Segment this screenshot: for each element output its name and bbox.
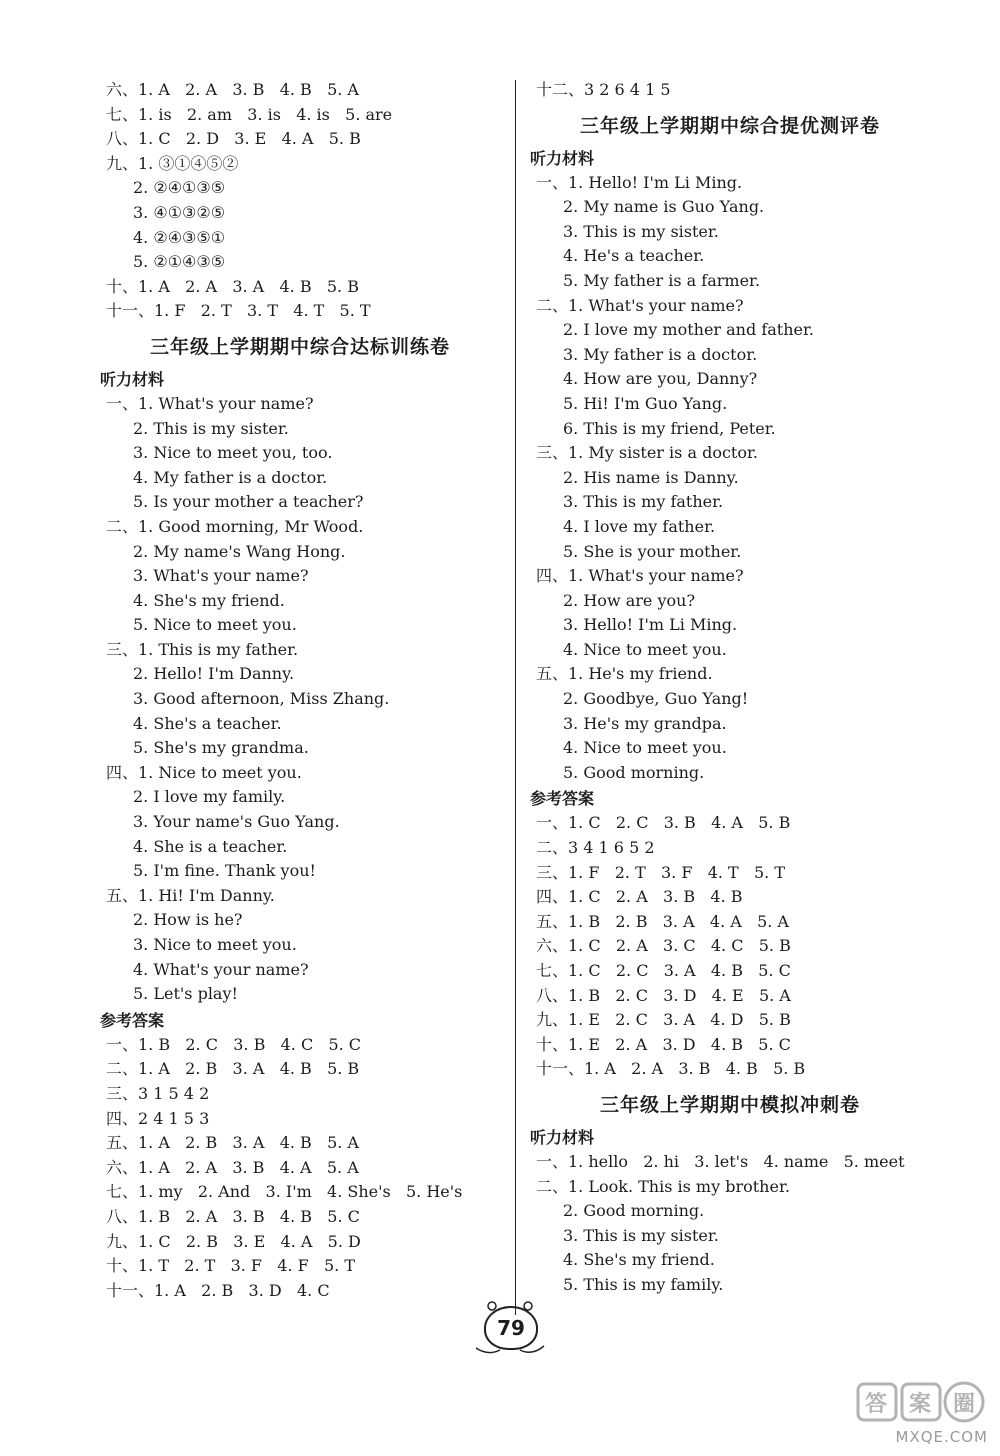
- answer-line: 5. Nice to meet you.: [133, 615, 297, 635]
- subsection-label: 参考答案: [100, 1010, 165, 1030]
- answer-line: 3. Nice to meet you, too.: [133, 443, 333, 463]
- answer-line: 4. She's a teacher.: [133, 713, 282, 733]
- svg-text:案: 案: [909, 1392, 932, 1417]
- answer-line: 2. I love my mother and father.: [563, 320, 814, 340]
- answer-line: 5. I'm fine. Thank you!: [133, 861, 316, 881]
- answer-line: 4. ②④③⑤①: [133, 227, 226, 247]
- answer-line: 一、1. B 2. C 3. B 4. C 5. C: [106, 1034, 362, 1054]
- answer-line: 2. How are you?: [563, 590, 696, 610]
- watermark-url: MXQE.COM: [895, 1428, 988, 1446]
- answer-line: 5. My father is a farmer.: [563, 270, 761, 290]
- answer-line: 三、1. My sister is a doctor.: [536, 443, 758, 463]
- page-number-badge: [470, 1300, 550, 1360]
- answer-line: 3. Nice to meet you.: [133, 935, 297, 954]
- answer-line: 4. What's your name?: [133, 959, 309, 979]
- answer-line: 4. He's a teacher.: [563, 246, 705, 266]
- answer-line: 3. My father is a doctor.: [563, 344, 758, 364]
- answer-line: 三、3 1 5 4 2: [106, 1083, 210, 1103]
- answer-line: 十、1. A 2. A 3. A 4. B 5. B: [106, 276, 359, 296]
- answer-line: 4. My father is a doctor.: [133, 467, 328, 487]
- answer-line: 五、1. A 2. B 3. A 4. B 5. A: [106, 1133, 359, 1153]
- answer-line: 一、1. Hello! I'm Li Ming.: [536, 172, 743, 192]
- subsection-label: 参考答案: [530, 789, 595, 809]
- answer-line: 六、1. A 2. A 3. B 4. B 5. A: [106, 80, 359, 99]
- answer-line: 十一、1. A 2. B 3. D 4. C: [106, 1280, 330, 1300]
- right-column: [530, 78, 930, 1298]
- answer-line: 5. Let's play!: [133, 984, 238, 1004]
- subsection-label: 听力材料: [530, 148, 595, 168]
- answer-line: 二、1. A 2. B 3. A 4. B 5. B: [106, 1059, 360, 1079]
- page-number: 79: [484, 1306, 538, 1350]
- column-divider: [515, 80, 516, 1315]
- answer-line: 5. She's my grandma.: [133, 738, 309, 758]
- answer-line: 2. His name is Danny.: [563, 467, 739, 487]
- answer-line: 三、1. F 2. T 3. F 4. T 5. T: [536, 862, 786, 882]
- answer-line: 3. Your name's Guo Yang.: [133, 812, 340, 832]
- answer-line: 二、1. Look. This is my brother.: [536, 1176, 790, 1196]
- answer-line: 十、1. T 2. T 3. F 4. F 5. T: [106, 1256, 356, 1276]
- answer-line: 五、1. B 2. B 3. A 4. A 5. A: [536, 911, 789, 931]
- answer-line: 2. My name's Wang Hong.: [133, 541, 346, 561]
- answer-line: 3. Hello! I'm Li Ming.: [563, 615, 738, 635]
- answer-line: 5. ②①④③⑤: [133, 252, 226, 272]
- answer-line: 十二、3 2 6 4 1 5: [536, 80, 671, 99]
- answer-line: 2. How is he?: [133, 910, 243, 930]
- answer-line: 九、1. E 2. C 3. A 4. D 5. B: [536, 1010, 791, 1030]
- answer-line: 3. What's your name?: [133, 566, 309, 586]
- answer-line: 四、1. C 2. A 3. B 4. B: [536, 887, 743, 907]
- answer-line: 3. ④①③②⑤: [133, 202, 226, 222]
- answer-line: 六、1. C 2. A 3. C 4. C 5. B: [536, 936, 791, 956]
- section-heading: 三年级上学期期中模拟冲刺卷: [599, 1093, 860, 1116]
- subsection-label: 听力材料: [100, 369, 165, 389]
- answer-line: 5. Hi! I'm Guo Yang.: [563, 393, 728, 413]
- answer-line: 二、1. What's your name?: [536, 295, 744, 315]
- answer-line: 3. This is my sister.: [563, 221, 719, 241]
- answer-line: 4. How are you, Danny?: [563, 369, 758, 389]
- answer-line: 四、1. Nice to meet you.: [106, 762, 302, 782]
- left-column: [100, 78, 500, 1303]
- answer-line: 十、1. E 2. A 3. D 4. B 5. C: [536, 1034, 791, 1054]
- answer-line: 九、1. C 2. B 3. E 4. A 5. D: [106, 1231, 361, 1251]
- answer-line: 3. This is my sister.: [563, 1225, 719, 1245]
- answer-line: 5. She is your mother.: [563, 541, 742, 561]
- answer-line: 七、1. is 2. am 3. is 4. is 5. are: [106, 104, 393, 124]
- section-heading: 三年级上学期期中综合提优测评卷: [579, 114, 880, 137]
- answer-line: 十一、1. A 2. A 3. B 4. B 5. B: [536, 1059, 806, 1079]
- answer-line: 五、1. Hi! I'm Danny.: [106, 885, 275, 905]
- answer-line: 六、1. A 2. A 3. B 4. A 5. A: [106, 1157, 359, 1177]
- answer-line: 二、1. Good morning, Mr Wood.: [106, 516, 364, 536]
- answer-line: 5. This is my family.: [563, 1274, 724, 1294]
- answer-line: 4. Nice to meet you.: [563, 738, 727, 758]
- answer-line: 4. Nice to meet you.: [563, 639, 727, 659]
- answer-line: 2. Goodbye, Guo Yang!: [563, 689, 749, 709]
- answer-line: 七、1. C 2. C 3. A 4. B 5. C: [536, 961, 791, 980]
- answer-line: 九、1. ③①④⑤②: [106, 153, 239, 173]
- answer-line: 十一、1. F 2. T 3. T 4. T 5. T: [106, 301, 371, 321]
- answer-line: 2. This is my sister.: [133, 418, 289, 438]
- answer-line: 三、1. This is my father.: [106, 639, 299, 659]
- answer-line: 2. Hello! I'm Danny.: [133, 664, 295, 684]
- answer-line: 2. Good morning.: [563, 1201, 705, 1221]
- answer-line: 八、1. B 2. A 3. B 4. B 5. C: [106, 1206, 360, 1226]
- answer-line: 2. I love my family.: [133, 787, 286, 807]
- subsection-label: 听力材料: [530, 1127, 595, 1147]
- answer-line: 八、1. C 2. D 3. E 4. A 5. B: [106, 129, 361, 149]
- answer-line: 七、1. my 2. And 3. I'm 4. She's 5. He's: [106, 1182, 463, 1202]
- answer-line: 3. This is my father.: [563, 492, 724, 512]
- answer-line: 5. Is your mother a teacher?: [133, 492, 364, 512]
- answer-line: 6. This is my friend, Peter.: [563, 418, 776, 438]
- answer-line: 3. He's my grandpa.: [563, 713, 727, 733]
- section-heading: 三年级上学期期中综合达标训练卷: [149, 335, 450, 358]
- watermark: [846, 1378, 996, 1452]
- answer-line: 一、1. What's your name?: [106, 393, 314, 413]
- svg-text:圈: 圈: [953, 1392, 976, 1417]
- answer-line: 2. ②④①③⑤: [133, 178, 226, 198]
- answer-line: 5. Good morning.: [563, 762, 705, 782]
- svg-text:答: 答: [865, 1392, 888, 1417]
- answer-line: 二、3 4 1 6 5 2: [536, 838, 655, 858]
- answer-line: 四、2 4 1 5 3: [106, 1108, 210, 1128]
- answer-line: 2. My name is Guo Yang.: [563, 197, 765, 217]
- answer-line: 五、1. He's my friend.: [536, 664, 713, 684]
- answer-line: 八、1. B 2. C 3. D 4. E 5. A: [536, 985, 791, 1005]
- answer-line: 4. She's my friend.: [133, 590, 285, 610]
- answer-line: 4. She is a teacher.: [133, 836, 288, 856]
- answer-line: 四、1. What's your name?: [536, 566, 744, 586]
- answer-line: 4. She's my friend.: [563, 1250, 715, 1270]
- answer-line: 4. I love my father.: [563, 516, 716, 536]
- answer-line: 3. Good afternoon, Miss Zhang.: [133, 689, 390, 709]
- answer-line: 一、1. C 2. C 3. B 4. A 5. B: [536, 813, 791, 833]
- answer-line: 一、1. hello 2. hi 3. let's 4. name 5. meet: [536, 1151, 905, 1171]
